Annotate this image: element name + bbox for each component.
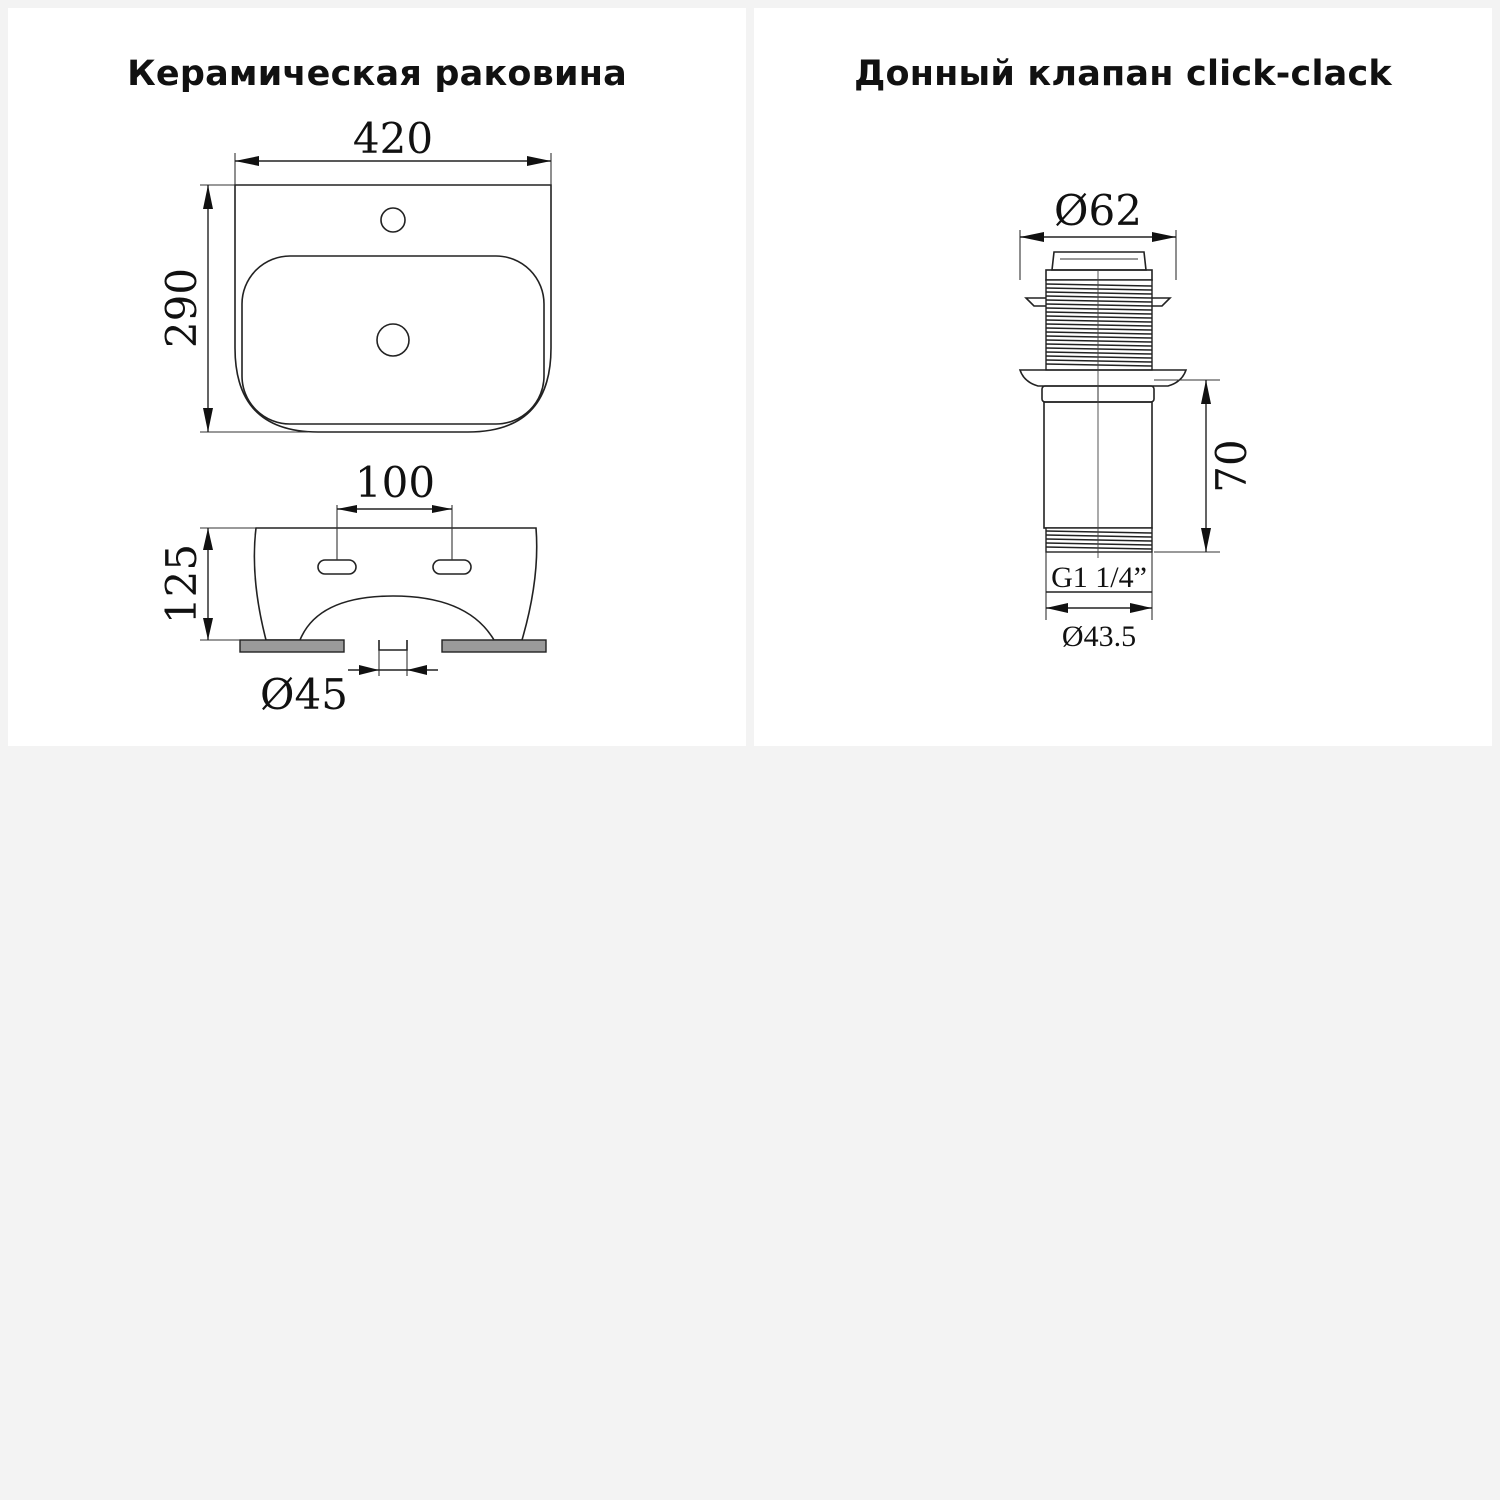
thread-dimension [1046,552,1152,653]
sink-side-view [240,528,546,652]
width-label: 420 [352,114,434,163]
sink-panel [8,8,746,746]
height-label: 125 [157,543,206,625]
depth-dimension [157,185,308,432]
drain-valve-drawing [754,8,1492,746]
mount-slot-left [318,560,356,574]
holes-spacing-dimension [337,458,452,560]
sink-title: Керамическая раковина [127,54,627,94]
height-dimension [157,528,256,640]
valve-cap [1052,252,1146,270]
holes-spacing-label: 100 [354,458,436,507]
drain-valve-panel [754,8,1492,746]
mount-slot-right [433,560,471,574]
drain-diameter-label: Ø45 [260,670,348,719]
countertop-left [240,640,344,652]
drain-hole [377,324,409,356]
cap-diameter-dimension [1020,186,1176,280]
sink-top-view [235,185,551,432]
width-dimension [235,114,551,185]
length-dimension [1154,380,1256,552]
depth-label: 290 [157,267,206,349]
drain-diameter-dimension [260,650,438,719]
cap-diameter-label: Ø62 [1054,186,1142,235]
thread-label: G1 1/4” [1051,561,1147,594]
faucet-hole [381,208,405,232]
length-label: 70 [1207,439,1256,493]
valve-flange [1020,370,1186,386]
thread-diameter-label: Ø43.5 [1061,620,1137,653]
countertop-right [442,640,546,652]
drain-valve-title: Донный клапан click-clack [854,54,1392,94]
drain-valve-body [1020,252,1186,558]
sink-drawing [8,8,746,746]
